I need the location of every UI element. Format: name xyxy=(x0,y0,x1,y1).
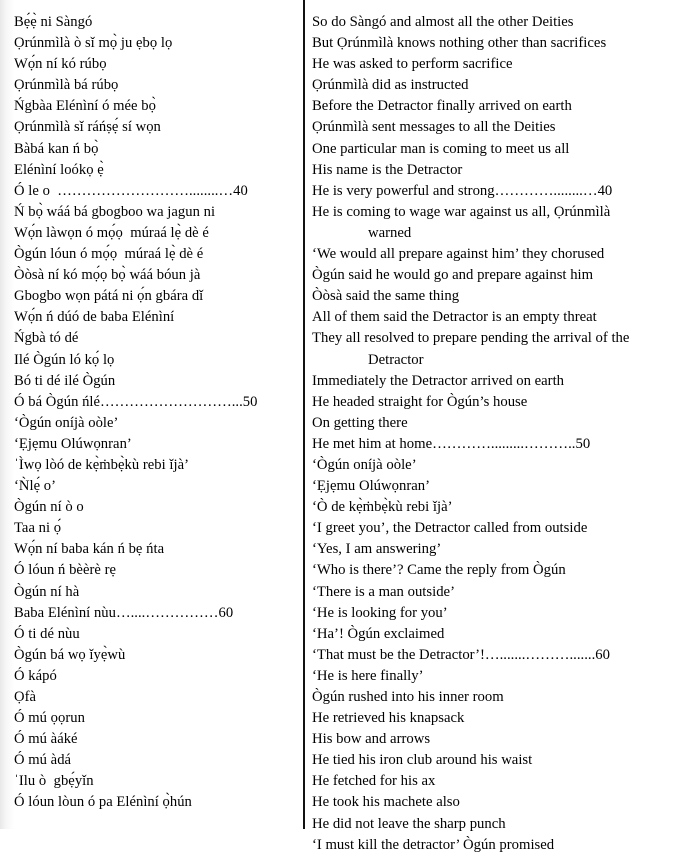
yoruba-line: Ńgbà tó dé xyxy=(14,330,79,347)
yoruba-line: ‘Ǹlẹ́ o’ xyxy=(14,478,57,495)
english-line: But Ọrúnmìlà knows nothing other than sacrifices xyxy=(312,35,607,52)
english-line: ‘He is here finally’ xyxy=(312,667,424,684)
english-line: ‘Who is there’? Came the reply from Ògún xyxy=(312,562,566,579)
yoruba-line: Ó mú àáké xyxy=(14,731,78,748)
yoruba-line: Ọrúnmìlà ò sǐ mọ̀ ju ẹbọ lọ xyxy=(14,35,173,52)
english-line: Detractor xyxy=(368,351,424,368)
yoruba-line: Ilé Ògún ló kọ́ lọ xyxy=(14,351,115,368)
english-line: ‘There is a man outside’ xyxy=(312,583,455,600)
english-line: ‘Ògún oníjà oòle’ xyxy=(312,456,417,473)
yoruba-line: Ńgbàa Elénìní ó mée bọ̀ xyxy=(14,98,156,115)
yoruba-line: Ó mú ọọrun xyxy=(14,710,85,727)
english-line: ‘Ẹjẹmu Olúwọnran’ xyxy=(312,478,431,495)
english-line: His bow and arrows xyxy=(312,731,431,748)
english-line: Ọrúnmìlà sent messages to all the Deities xyxy=(312,119,556,136)
yoruba-line: Bàbá kan ń bọ̀ xyxy=(14,140,99,157)
yoruba-line: Ó lóun lòun ó pa Elénìní ọ̀hún xyxy=(14,794,192,811)
english-line: He fetched for his ax xyxy=(312,773,436,790)
english-line: He retrieved his knapsack xyxy=(312,710,465,727)
english-line: Ògún said he would go and prepare against him xyxy=(312,267,594,284)
yoruba-line: ‘Ògún oníjà oòle’ xyxy=(14,414,119,431)
english-line: He headed straight for Ògún’s house xyxy=(312,393,528,410)
yoruba-line: Ó bá Ògún ńlé………………………...50 xyxy=(14,393,258,410)
yoruba-line: ‘Ẹjẹmu Olúwọnran’ xyxy=(14,435,132,452)
english-line: warned xyxy=(368,224,412,241)
yoruba-line: ˈIlu ò gbẹ́yǐn xyxy=(14,773,94,790)
english-line: Ọrúnmìlà did as instructed xyxy=(312,77,469,94)
english-line: ‘He is looking for you’ xyxy=(312,604,448,621)
english-line: He was asked to perform sacrifice xyxy=(312,56,513,73)
english-line: ‘That must be the Detractor’!….......……….......60 xyxy=(312,646,610,663)
english-line: He is coming to wage war against us all, Ọrúnmìlà xyxy=(312,203,611,220)
yoruba-line: Ọrúnmìlà bá rúbọ xyxy=(14,77,119,94)
yoruba-line: Ó le o ………………………........…40 xyxy=(14,182,248,199)
english-line: Before the Detractor finally arrived on earth xyxy=(312,98,572,115)
yoruba-line: Ó ti dé nùu xyxy=(14,625,80,642)
english-line: He tied his iron club around his waist xyxy=(312,752,533,769)
english-line: ‘Ha’! Ògún exclaimed xyxy=(312,625,445,642)
yoruba-line: Bẹ́ẹ̀ ni Sàngó xyxy=(14,14,93,30)
yoruba-line: Elénìní loókọ ẹ̀ xyxy=(14,161,104,178)
english-line: ‘Ò de kẹ̀ṁbẹ̀kù rebi ǐjà’ xyxy=(312,499,453,516)
yoruba-line: Ògún ní hà xyxy=(14,583,80,600)
yoruba-line: Ó mú àdá xyxy=(14,752,72,769)
yoruba-line: Ògún ní ò o xyxy=(14,499,84,516)
yoruba-line: Baba Elénìní nùu…....……………60 xyxy=(14,604,234,621)
yoruba-line: Wọ́n ní kó rúbọ xyxy=(14,56,107,73)
yoruba-line: Gbogbo wọn pátá ni ọ́n gbára dǐ xyxy=(14,288,204,305)
english-line: Òòsà said the same thing xyxy=(312,288,460,305)
yoruba-line: Ń bọ̀ wáá bá gbogboo wa jagun ni xyxy=(14,203,216,220)
english-line: He took his machete also xyxy=(312,794,460,811)
yoruba-text-column xyxy=(0,0,303,829)
yoruba-line: Ọrúnmìlà sǐ ráńṣẹ́ sí wọn xyxy=(14,119,161,136)
english-line: He met him at home………….........………..50 xyxy=(312,435,591,452)
yoruba-line: Bó ti dé ilé Ògún xyxy=(14,372,116,389)
english-line: Ògún rushed into his inner room xyxy=(312,689,504,705)
yoruba-line: ˈÌwọ lòó de kẹ̀ṁbẹ̀kù rebi ǐjà’ xyxy=(14,456,190,473)
yoruba-line: Wọ́n ní baba kán ń bẹ ńta xyxy=(14,541,165,558)
english-line: ‘Yes, I am answering’ xyxy=(312,541,442,558)
english-line: They all resolved to prepare pending the arrival of the xyxy=(312,330,630,347)
yoruba-line: Ó lóun ń bèèrè rẹ xyxy=(14,562,116,579)
english-line: So do Sàngó and almost all the other Deities xyxy=(312,14,574,30)
yoruba-line: Ògún bá wọ ǐyẹ̀wù xyxy=(14,646,126,663)
english-line: One particular man is coming to meet us all xyxy=(312,140,570,157)
yoruba-line: Ó kápó xyxy=(14,667,57,684)
english-translation-column xyxy=(305,0,688,853)
yoruba-line: Ògún lóun ó mọ́ọ múraá lẹ̀ dè é xyxy=(14,246,204,263)
english-line: ‘I must kill the detractor’ Ògún promised xyxy=(312,836,555,853)
yoruba-line: Taa ni ọ́ xyxy=(14,520,62,537)
yoruba-line: Òòsà ní kó mọ́ọ bọ̀ wáá bóun jà xyxy=(14,267,201,284)
english-line: All of them said the Detractor is an empty threat xyxy=(312,309,597,326)
english-line: On getting there xyxy=(312,414,408,431)
english-line: His name is the Detractor xyxy=(312,161,463,178)
english-line: Immediately the Detractor arrived on earth xyxy=(312,372,565,389)
yoruba-line: Ọfà xyxy=(14,689,36,705)
english-line: ‘We would all prepare against him’ they chorused xyxy=(312,246,605,263)
english-line: He did not leave the sharp punch xyxy=(312,815,506,832)
english-line: ‘I greet you’, the Detractor called from outside xyxy=(312,520,588,537)
yoruba-line: Wọ́n làwọn ó mọ́ọ múraá lẹ̀ dè é xyxy=(14,224,209,241)
english-line: He is very powerful and strong…………........…40 xyxy=(312,182,613,199)
yoruba-line: Wọ́n ń dúó de baba Elénìní xyxy=(14,309,175,326)
